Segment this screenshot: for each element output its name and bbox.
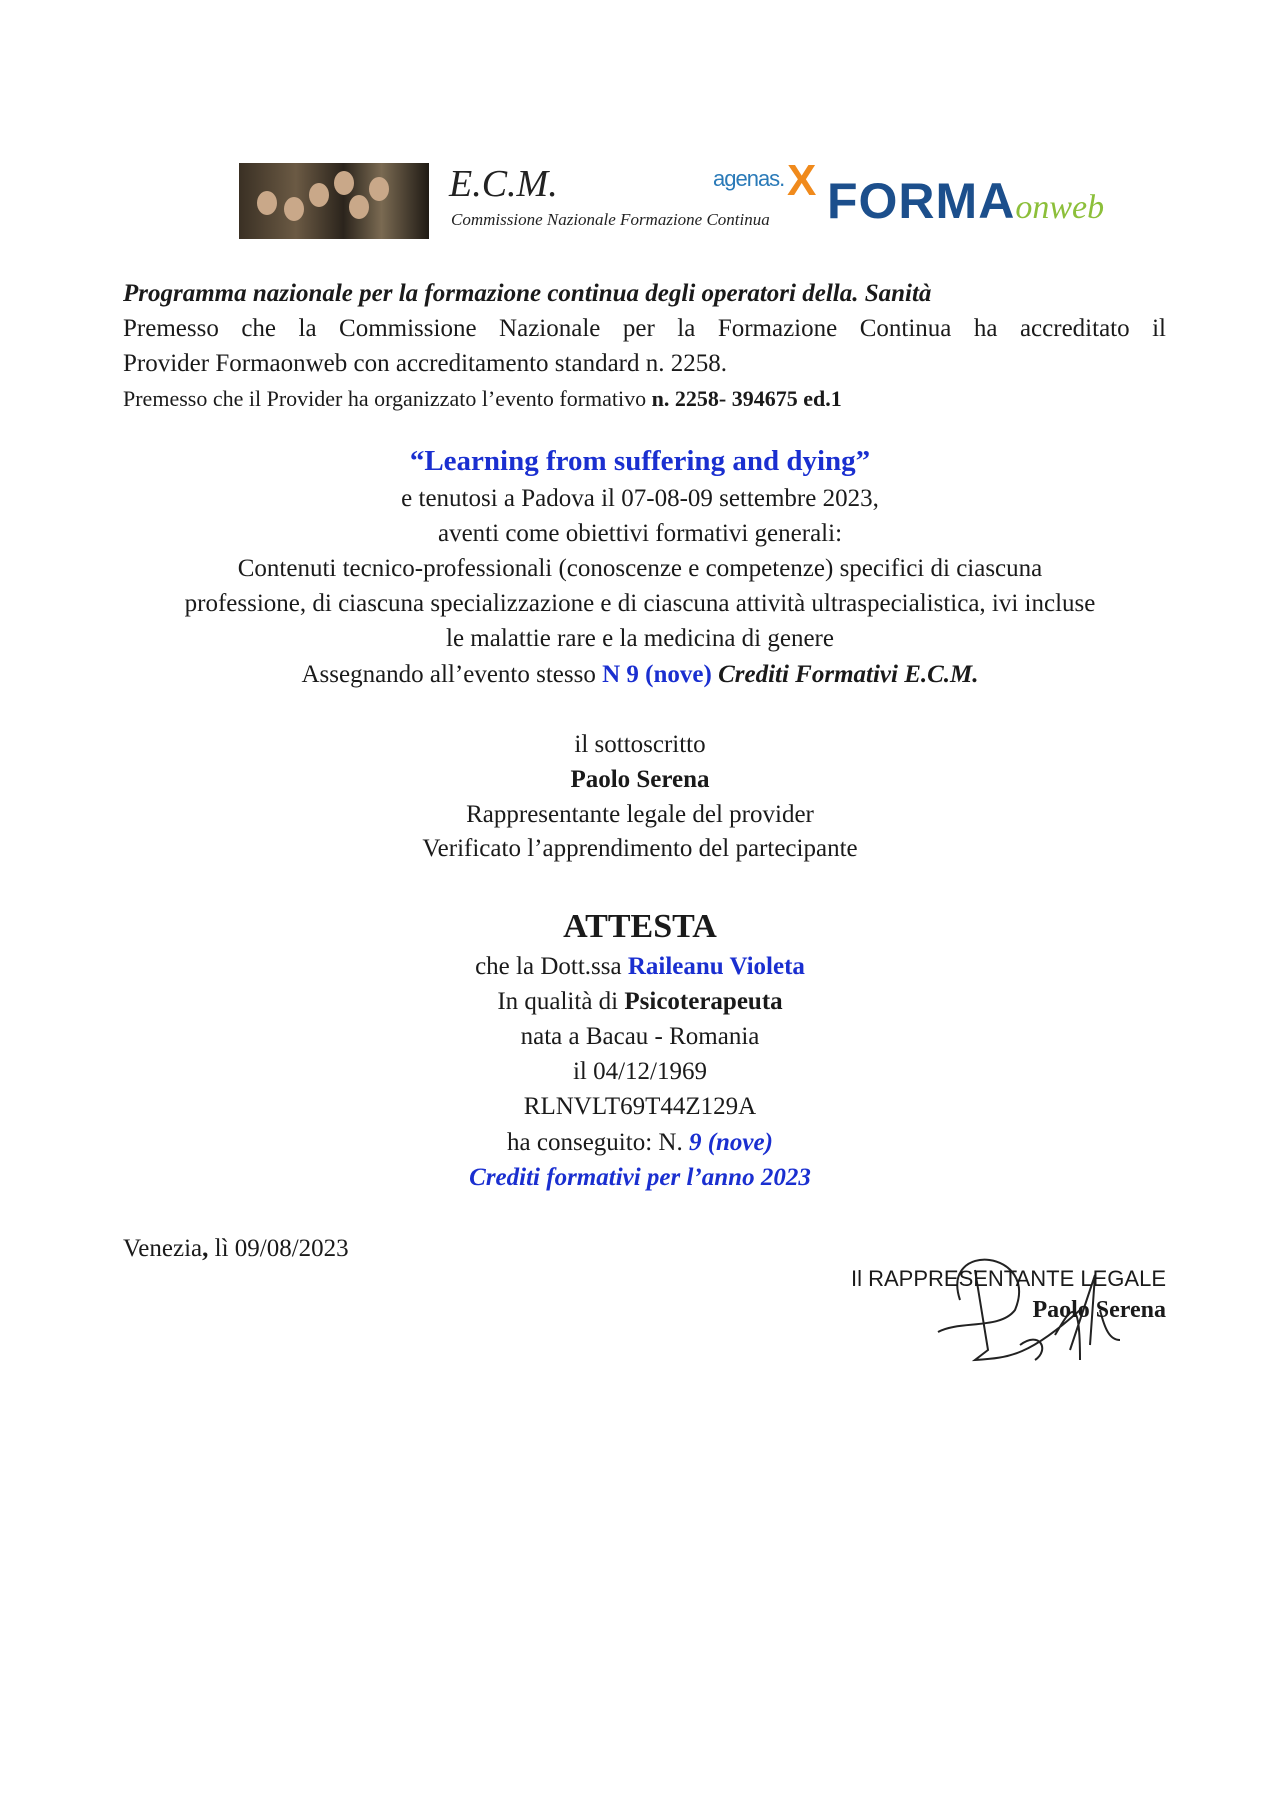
credits-value: N 9 (nove) xyxy=(602,661,712,688)
signature-name: Paolo Serena xyxy=(1032,1297,1166,1323)
event-number: n. 2258- 394675 ed.1 xyxy=(651,386,842,411)
signatory-intro: il sottoscritto xyxy=(574,731,706,758)
signatory-role: Rappresentante legale del provider xyxy=(466,801,814,828)
intro-line-1: Premesso che la Commissione Nazionale per la Formazione Continua ha accreditato il xyxy=(123,315,1166,342)
fiscal-code: RLNVLT69T44Z129A xyxy=(523,1093,757,1120)
event-place-date: e tenutosi a Padova il 07-08-09 settembre 2023, xyxy=(401,485,879,512)
agenas-logo: agenas. xyxy=(713,166,785,191)
participant-prefix: che la Dott.ssa xyxy=(475,953,628,980)
ecm-title: E.C.M. xyxy=(449,163,558,205)
objectives-line-3: le malattie rare e la medicina di genere xyxy=(446,625,834,652)
header-logos xyxy=(239,156,1119,245)
quality-prefix: In qualità di xyxy=(497,988,625,1015)
comma: , xyxy=(202,1235,209,1262)
ecm-subtitle: Commissione Nazionale Formazione Continua xyxy=(451,210,770,229)
agenas-x-icon: X xyxy=(787,156,817,205)
credits-suffix: Crediti Formativi E.C.M. xyxy=(711,661,979,688)
participant-line xyxy=(0,952,1280,982)
participant-name: Raileanu Violeta xyxy=(627,953,805,980)
achieved-value: 9 (nove) xyxy=(688,1129,773,1156)
signatory-verified: Verificato l’apprendimento del partecipante xyxy=(422,835,858,862)
intro-line-3 xyxy=(123,384,1166,414)
event-title: “Learning from suffering and dying” xyxy=(409,445,871,477)
forma-brand: FORMA xyxy=(827,173,1016,229)
quality-line xyxy=(0,987,1280,1017)
birthdate: il 04/12/1969 xyxy=(572,1058,708,1085)
objectives-intro: aventi come obiettivi formativi generali: xyxy=(437,520,843,547)
programme-heading: Programma nazionale per la formazione continua degli operatori della. Sanità xyxy=(123,280,932,307)
birthplace: nata a Bacau - Romania xyxy=(520,1023,760,1050)
objectives-line-1: Contenuti tecnico-professionali (conoscenze e competenze) specifici di ciascuna xyxy=(237,555,1043,582)
credits-year: Crediti formativi per l’anno 2023 xyxy=(469,1164,811,1191)
achieved-prefix: ha conseguito: N. xyxy=(507,1129,689,1156)
achieved-line xyxy=(0,1128,1280,1158)
credits-prefix: Assegnando all’evento stesso xyxy=(301,661,603,688)
signatory-name: Paolo Serena xyxy=(570,766,710,793)
signature-role: Il RAPPRESENTANTE LEGALE xyxy=(850,1266,1166,1291)
objectives-line-2: professione, di ciascuna specializzazione e di ciascuna attività ultraspecialistica, ivi incluse xyxy=(184,590,1096,617)
formaonweb-logo xyxy=(827,172,1104,230)
date: lì 09/08/2023 xyxy=(208,1235,349,1262)
event-credits xyxy=(0,660,1280,690)
quality: Psicoterapeuta xyxy=(624,988,783,1015)
place: Venezia xyxy=(123,1235,203,1262)
ecm-logo-painting xyxy=(239,163,429,239)
signature-block xyxy=(850,1250,1166,1380)
forma-suffix: onweb xyxy=(1015,189,1105,226)
attesta-heading: ATTESTA xyxy=(563,908,717,945)
intro-line-2: Provider Formaonweb con accreditamento standard n. 2258. xyxy=(123,350,727,377)
intro-line-3-text: Premesso che il Provider ha organizzato l’evento formativo xyxy=(123,386,652,411)
